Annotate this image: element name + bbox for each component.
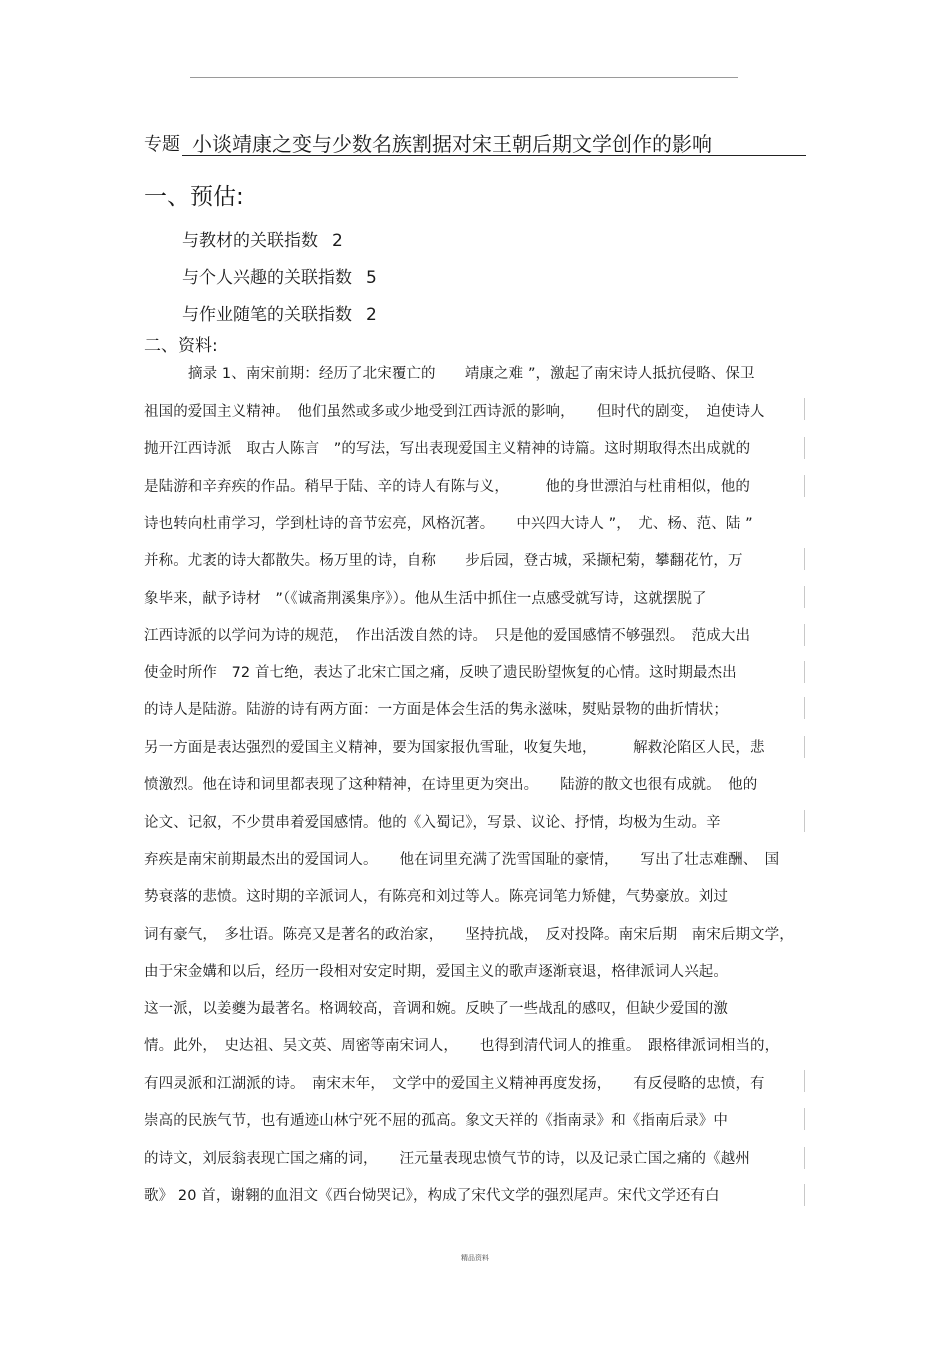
body-line: 有四灵派和江湖派的诗。 南宋末年， 文学中的爱国主义精神再度发扬， 有反侵略的忠愤，有 — [144, 1076, 765, 1092]
body-line: 的诗人是陆游。陆游的诗有两方面：一方面是体会生活的隽永滋味，熨贴景物的曲折情状； — [144, 702, 728, 718]
body-line: 弃疾是南宋前期最杰出的爱国词人。 他在词里充满了洗雪国耻的豪情， 写出了壮志难酬、 国 — [144, 852, 780, 868]
body-line: 象毕来，献予诗材 ”（《诚斋荆溪集序》）。他从生活中抓住一点感受就写诗，这就摆脱了 — [144, 591, 707, 607]
margin-rule — [804, 1070, 805, 1092]
body-line: 使金时所作 72 首七绝，表达了北宋亡国之痛，反映了遗民盼望恢复的心情。这时期最杰出 — [144, 665, 737, 681]
body-line: 另一方面是表达强烈的爱国主义精神，要为国家报仇雪耻，收复失地， 解救沦陷区人民，悲 — [144, 740, 765, 756]
title-underline — [182, 155, 806, 156]
body-line: 论文、记叙，不少贯串着爱国感情。他的《入蜀记》，写景、议论、抒情，均极为生动。辛 — [144, 815, 721, 831]
margin-rule — [804, 586, 805, 608]
body-line: 祖国的爱国主义精神。 他们虽然或多或少地受到江西诗派的影响， 但时代的剧变， 迫使诗人 — [144, 404, 765, 420]
body-line: 摘录 1、南宋前期：经历了北宋覆亡的 靖康之难 ”，激起了南宋诗人抵抗侵略、保卫 — [188, 366, 755, 382]
body-line: 由于宋金媾和以后，经历一段相对安定时期，爱国主义的歌声逐渐衰退，格律派词人兴起。 — [144, 964, 728, 980]
body-line: 诗也转向杜甫学习，学到杜诗的音节宏亮，风格沉著。 中兴四大诗人 ”， 尤、杨、范、陆 ” — [144, 516, 753, 532]
body-line: 愤激烈。他在诗和词里都表现了这种精神，在诗里更为突出。 陆游的散文也很有成就。 他的 — [144, 777, 758, 793]
margin-rule — [804, 1108, 805, 1130]
title-row — [144, 128, 806, 156]
index-item — [182, 263, 377, 288]
margin-rule — [804, 1184, 805, 1206]
margin-rule — [804, 475, 805, 497]
margin-rule — [804, 624, 805, 646]
index-label: 与教材的关联指数 — [182, 231, 318, 251]
margin-rule — [804, 661, 805, 683]
index-label: 与作业随笔的关联指数 — [182, 305, 352, 325]
index-value: 2 — [366, 305, 377, 325]
body-line: 歌》 20 首，谢翱的血泪文《西台恸哭记》，构成了宋代文学的强烈尾声。宋代文学还有白 — [144, 1188, 720, 1204]
header-rule — [190, 77, 738, 78]
index-label: 与个人兴趣的关联指数 — [182, 268, 352, 288]
body-line: 并称。尤袤的诗大都散失。杨万里的诗，自称 步后园，登古城，采撷杞菊，攀翻花竹，万 — [144, 553, 743, 569]
body-line: 抛开江西诗派 取古人陈言 ”的写法，写出表现爱国主义精神的诗篇。这时期取得杰出成就的 — [144, 441, 751, 457]
section-heading-materials: 二、资料: — [144, 336, 218, 356]
index-value: 2 — [332, 231, 343, 251]
margin-rule — [804, 736, 805, 758]
index-item — [182, 300, 377, 325]
body-line: 是陆游和辛弃疾的作品。稍早于陆、辛的诗人有陈与义， 他的身世漂泊与杜甫相似，他的 — [144, 479, 750, 495]
margin-rule — [804, 548, 805, 570]
body-line: 的诗文，刘辰翁表现亡国之痛的词， 汪元量表现忠愤气节的诗，以及记录亡国之痛的《越州 — [144, 1151, 750, 1167]
margin-rule — [804, 810, 805, 832]
margin-rule — [804, 1147, 805, 1169]
section-heading-estimate: 一、预估: — [144, 184, 244, 210]
margin-rule — [804, 437, 805, 459]
index-item — [182, 226, 343, 251]
margin-rule — [804, 398, 805, 420]
body-line: 崇高的民族气节，也有遁迹山林宁死不屈的孤高。象文天祥的《指南录》和《指南后录》中 — [144, 1113, 728, 1129]
body-line: 情。此外， 史达祖、吴文英、周密等南宋词人， 也得到清代词人的推重。 跟格律派词相当的， — [144, 1038, 780, 1054]
index-value: 5 — [366, 268, 377, 288]
body-line: 词有豪气， 多壮语。陈亮又是著名的政治家， 坚持抗战， 反对投降。南宋后期 南宋后期文学， — [144, 927, 794, 943]
body-line: 势衰落的悲愤。这时期的辛派词人，有陈亮和刘过等人。陈亮词笔力矫健，气势豪放。刘过 — [144, 889, 728, 905]
document-title: 小谈靖康之变与少数名族割据对宋王朝后期文学创作的影响 — [192, 132, 712, 156]
page-footer: 精品资料 — [461, 1254, 489, 1262]
body-line: 这一派，以姜夔为最著名。格调较高，音调和婉。反映了一些战乱的感叹，但缺少爱国的激 — [144, 1001, 728, 1017]
body-line: 江西诗派的以学问为诗的规范， 作出活泼自然的诗。 只是他的爱国感情不够强烈。 范成大出 — [144, 628, 751, 644]
title-prefix: 专题 — [144, 134, 180, 155]
margin-rule — [804, 697, 805, 719]
